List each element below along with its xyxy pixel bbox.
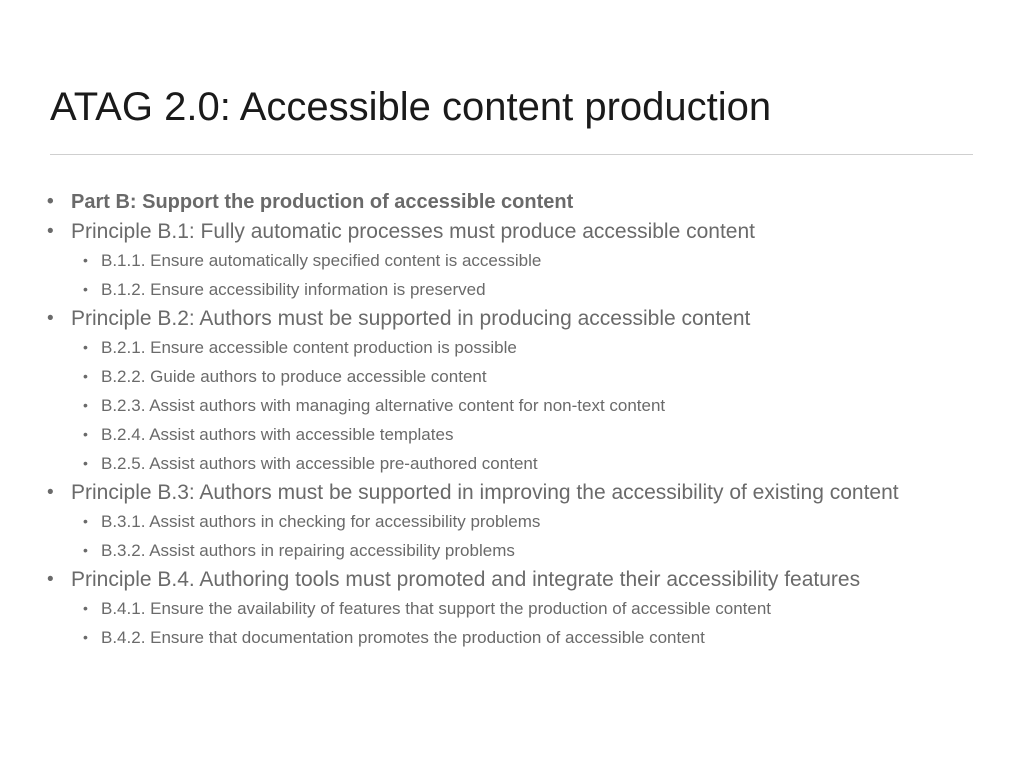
bullet-icon: • (47, 191, 54, 212)
bullet-icon: • (83, 542, 88, 558)
title-divider (50, 154, 973, 155)
guideline-text: B.1.2. Ensure accessibility information is preserved (101, 280, 486, 299)
part-heading (0, 187, 1024, 217)
bullet-icon: • (83, 281, 88, 297)
principle-text: Principle B.2: Authors must be supported in producing accessible content (71, 307, 751, 330)
bullet-icon: • (83, 629, 88, 645)
bullet-list (0, 187, 1024, 652)
principle-text: Principle B.3: Authors must be supported in improving the accessibility of existing content (71, 481, 899, 504)
bullet-icon: • (47, 221, 54, 242)
part-heading-text: Part B: Support the production of accessible content (71, 191, 574, 213)
guideline-b42 (0, 623, 1024, 652)
bullet-icon: • (83, 426, 88, 442)
guideline-b24 (0, 420, 1024, 449)
principle-b3 (0, 478, 1024, 507)
bullet-icon: • (83, 455, 88, 471)
guideline-text: B.2.4. Assist authors with accessible templates (101, 425, 454, 444)
bullet-icon: • (83, 339, 88, 355)
principle-b1 (0, 217, 1024, 246)
guideline-b11 (0, 246, 1024, 275)
guideline-text: B.2.2. Guide authors to produce accessible content (101, 367, 487, 386)
bullet-icon: • (83, 513, 88, 529)
guideline-b25 (0, 449, 1024, 478)
guideline-text: B.4.2. Ensure that documentation promotes the production of accessible content (101, 628, 705, 647)
guideline-text: B.4.1. Ensure the availability of features that support the production of accessible content (101, 599, 772, 618)
slide-title: ATAG 2.0: Accessible content production (50, 85, 772, 129)
guideline-text: B.1.1. Ensure automatically specified content is accessible (101, 251, 542, 270)
principle-text: Principle B.4. Authoring tools must promoted and integrate their accessibility features (71, 568, 861, 591)
guideline-text: B.2.5. Assist authors with accessible pre-authored content (101, 454, 538, 473)
principle-text: Principle B.1: Fully automatic processes must produce accessible content (71, 220, 755, 243)
guideline-b21 (0, 333, 1024, 362)
bullet-icon: • (47, 308, 54, 329)
bullet-icon: • (83, 397, 88, 413)
bullet-icon: • (83, 600, 88, 616)
guideline-text: B.2.1. Ensure accessible content production is possible (101, 338, 517, 357)
bullet-icon: • (83, 368, 88, 384)
principle-b4 (0, 565, 1024, 594)
guideline-b31 (0, 507, 1024, 536)
guideline-b12 (0, 275, 1024, 304)
bullet-icon: • (83, 252, 88, 268)
bullet-icon: • (47, 482, 54, 503)
guideline-text: B.2.3. Assist authors with managing alternative content for non-text content (101, 396, 666, 415)
guideline-b23 (0, 391, 1024, 420)
principle-b2 (0, 304, 1024, 333)
bullet-icon: • (47, 569, 54, 590)
guideline-b41 (0, 594, 1024, 623)
guideline-text: B.3.1. Assist authors in checking for accessibility problems (101, 512, 541, 531)
guideline-b32 (0, 536, 1024, 565)
guideline-text: B.3.2. Assist authors in repairing accessibility problems (101, 541, 515, 560)
guideline-b22 (0, 362, 1024, 391)
